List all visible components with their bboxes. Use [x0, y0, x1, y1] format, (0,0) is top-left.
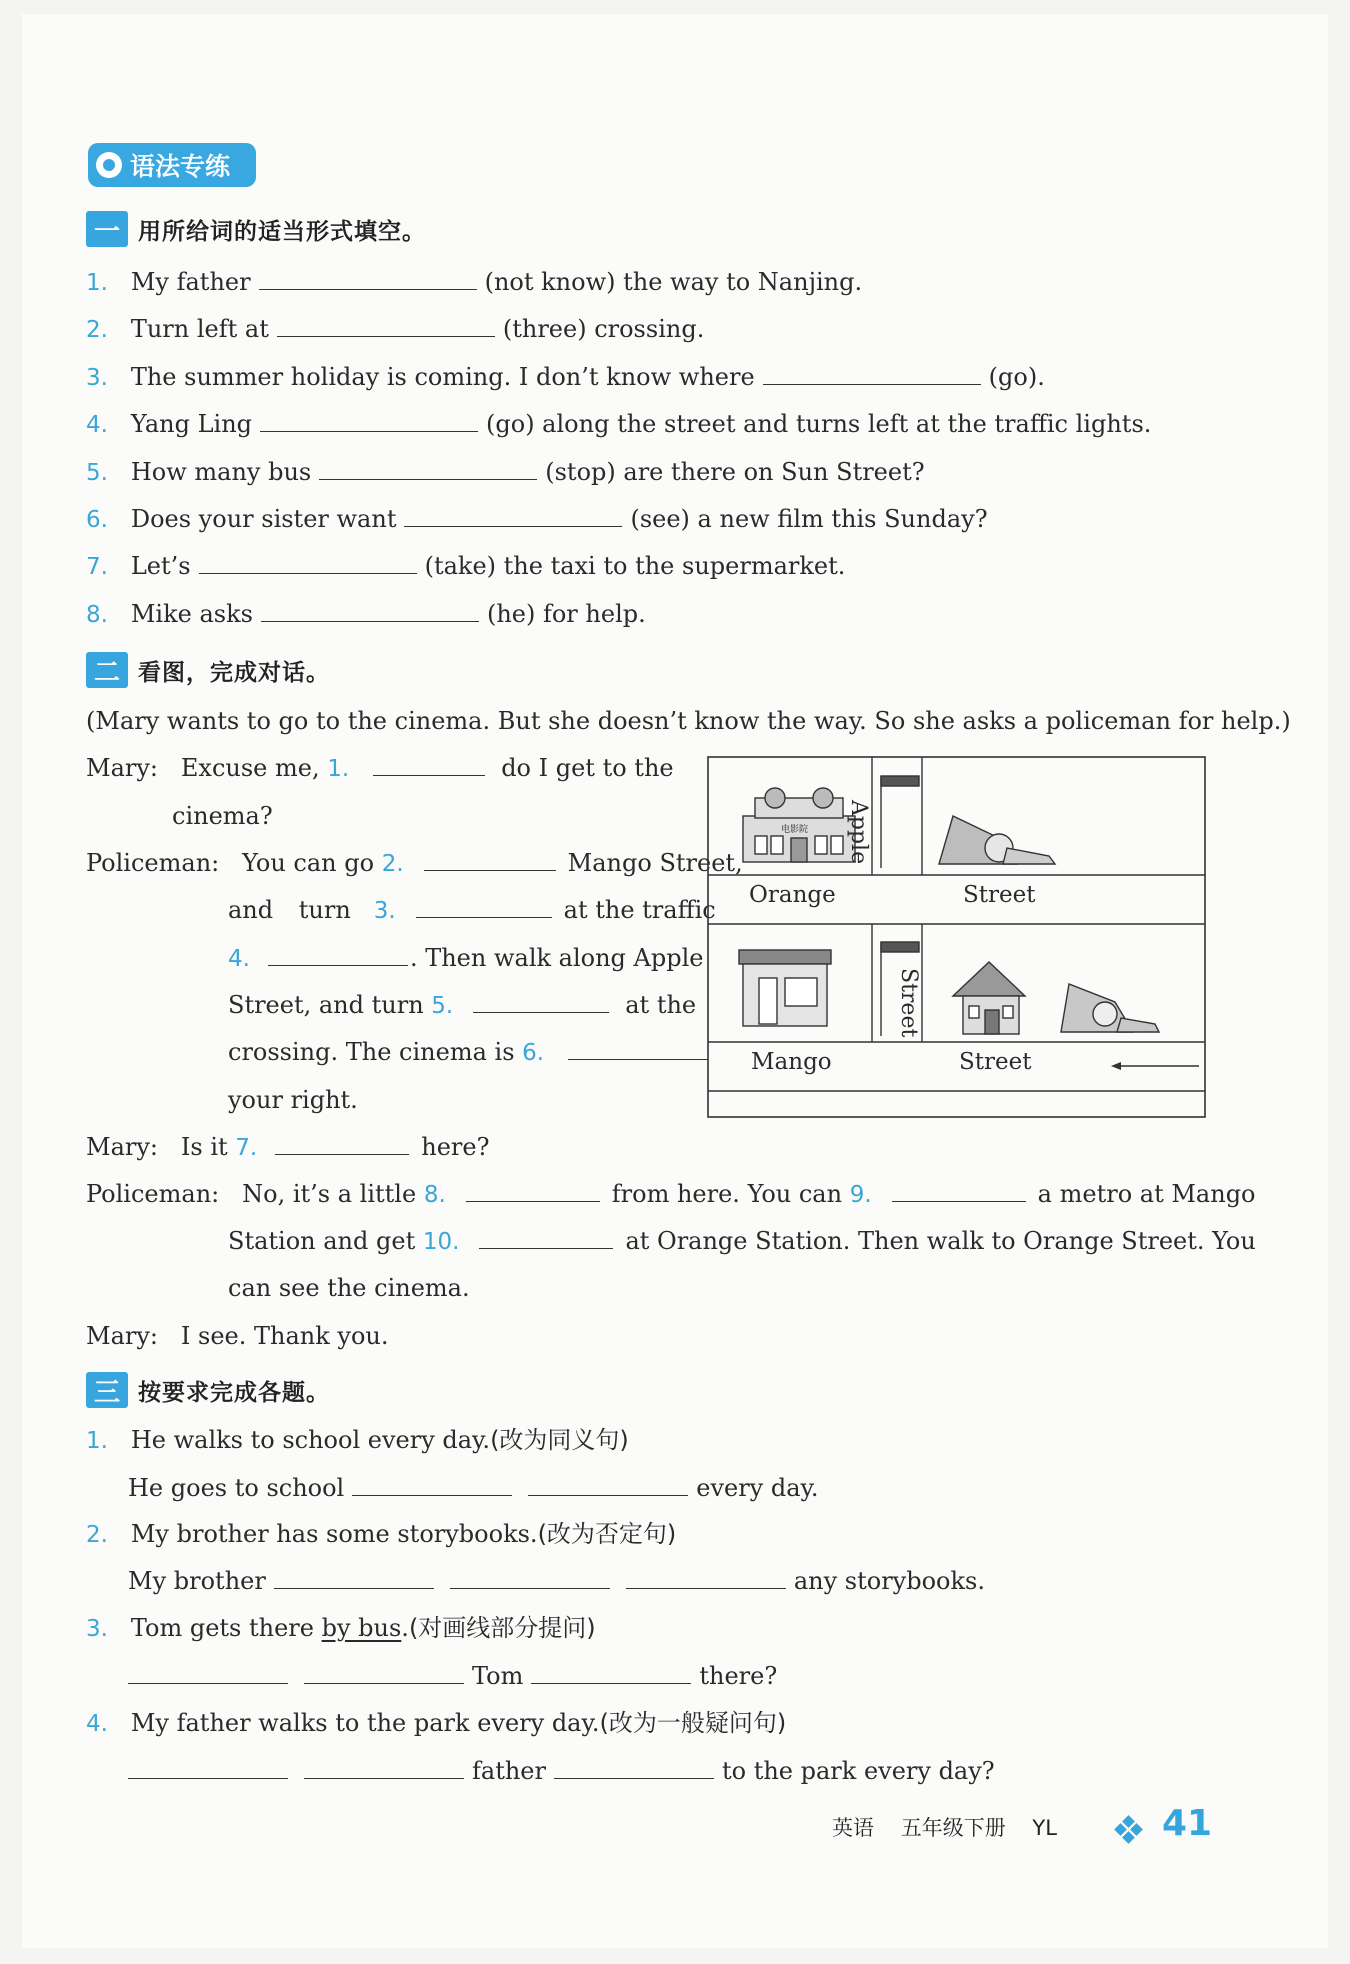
answer-prompt: father	[472, 1757, 546, 1785]
answer-blank[interactable]	[404, 504, 622, 527]
map-label-street-vertical: Street	[896, 968, 921, 1038]
dialogue-text: a metro at Mango	[1037, 1180, 1256, 1208]
answer-blank[interactable]	[373, 753, 485, 776]
item-text: My father	[130, 268, 251, 296]
requirement-text: (对画线部分提问)	[408, 1614, 596, 1642]
blank-number: 4.	[228, 946, 250, 972]
dialogue-text: Is it	[180, 1133, 228, 1161]
blank-number: 5.	[431, 993, 454, 1019]
item-number: 2.	[86, 317, 108, 343]
blank-number: 8.	[423, 1182, 446, 1208]
speaker-mary: Mary:	[86, 1133, 158, 1161]
question-text: He walks to school every day.	[130, 1426, 491, 1454]
answer-blank[interactable]	[304, 1661, 464, 1684]
underlined-phrase: by bus	[321, 1614, 402, 1642]
dialogue-text: at the traffic	[563, 896, 716, 924]
map-label-street-bottom: Street	[959, 1049, 1032, 1075]
requirement-text: (改为一般疑问句)	[599, 1709, 787, 1737]
item-number: 1.	[86, 270, 108, 296]
item-text: (not know) the way to Nanjing.	[484, 268, 863, 296]
question-text: My father walks to the park every day.	[130, 1709, 600, 1737]
answer-prompt: Tom	[472, 1662, 524, 1690]
answer-prompt: He goes to school	[128, 1474, 345, 1502]
answer-blank[interactable]	[479, 1226, 613, 1249]
answer-blank[interactable]	[261, 599, 479, 622]
item-text: (see) a new film this Sunday?	[630, 505, 988, 533]
section2-heading	[86, 652, 330, 688]
item-number: 8.	[86, 602, 108, 628]
page-footer	[832, 1812, 1057, 1842]
item-text: Let’s	[130, 552, 191, 580]
speaker-mary: Mary:	[86, 1322, 158, 1350]
blank-number: 9.	[849, 1182, 872, 1208]
dialogue-text: crossing. The cinema is	[228, 1038, 515, 1066]
dialogue-text: here?	[421, 1133, 490, 1161]
question-text: Tom gets there	[130, 1614, 314, 1642]
dialogue-text: Street, and turn	[228, 991, 424, 1019]
answer-blank[interactable]	[466, 1179, 600, 1202]
section3-title: 按要求完成各题。	[138, 1379, 330, 1406]
answer-prompt: My brother	[128, 1567, 266, 1595]
section3-marker: 三	[86, 1372, 128, 1408]
answer-blank[interactable]	[268, 943, 408, 966]
answer-prompt: to the park every day?	[721, 1757, 995, 1785]
item-text: Does your sister want	[130, 505, 397, 533]
section-badge	[88, 143, 256, 187]
dialogue-text: Mango Street,	[567, 849, 743, 877]
answer-prompt: there?	[699, 1662, 778, 1690]
item-text: (three) crossing.	[502, 315, 705, 343]
diamond-icon	[1114, 1815, 1144, 1845]
dialogue-text: Station and get	[228, 1227, 416, 1255]
answer-blank[interactable]	[128, 1756, 288, 1779]
answer-blank[interactable]	[763, 362, 981, 385]
blank-number: 2.	[381, 851, 404, 877]
answer-blank[interactable]	[450, 1566, 610, 1589]
item-number: 3.	[86, 365, 108, 391]
answer-blank[interactable]	[128, 1661, 288, 1684]
item-text: Mike asks	[130, 600, 253, 628]
dialogue-text: from here. You can	[611, 1180, 843, 1208]
dialogue-text: cinema?	[172, 802, 273, 830]
dialogue-text: No, it’s a little	[242, 1180, 417, 1208]
answer-blank[interactable]	[473, 990, 609, 1013]
dialogue-text: I see. Thank you.	[180, 1322, 389, 1350]
section3-heading	[86, 1372, 330, 1408]
map-label-orange: Orange	[749, 882, 836, 908]
dialogue-text: and turn	[228, 896, 351, 924]
item-text: How many bus	[130, 458, 312, 486]
item-text: The summer holiday is coming. I don’t know where	[130, 363, 755, 391]
answer-blank[interactable]	[199, 551, 417, 574]
item-number: 4.	[86, 412, 108, 438]
answer-blank[interactable]	[554, 1756, 714, 1779]
dialogue-text: do I get to the	[501, 754, 674, 782]
item-number: 4.	[86, 1711, 108, 1737]
answer-blank[interactable]	[528, 1473, 688, 1496]
requirement-text: (改为同义句)	[490, 1426, 629, 1454]
section1-marker: 一	[86, 211, 128, 247]
item-number: 1.	[86, 1428, 108, 1454]
item-text: (stop) are there on Sun Street?	[545, 458, 925, 486]
item-text: Turn left at	[130, 315, 269, 343]
badge-label: 语法专练	[130, 152, 231, 181]
answer-prompt: every day.	[696, 1474, 819, 1502]
item-number: 6.	[86, 507, 108, 533]
street-map	[707, 756, 1206, 1118]
answer-blank[interactable]	[304, 1756, 464, 1779]
dialogue-text: You can go	[242, 849, 375, 877]
blank-number: 1.	[327, 756, 350, 782]
answer-blank[interactable]	[892, 1179, 1026, 1202]
blank-number: 10.	[422, 1229, 460, 1255]
page-number: 41	[1162, 1803, 1213, 1844]
dialogue-text: Excuse me,	[180, 754, 320, 782]
blank-number: 3.	[373, 898, 396, 924]
blank-number: 6.	[522, 1040, 545, 1066]
item-number: 2.	[86, 1522, 108, 1548]
question-text: .	[401, 1614, 409, 1642]
answer-blank[interactable]	[275, 1132, 409, 1155]
blank-number: 7.	[235, 1135, 258, 1161]
speaker-mary: Mary:	[86, 754, 158, 782]
answer-prompt: any storybooks.	[793, 1567, 985, 1595]
map-label-mango: Mango	[751, 1049, 832, 1075]
section2-title: 看图，完成对话。	[138, 659, 330, 686]
answer-blank[interactable]	[274, 1566, 434, 1589]
item-text: (take) the taxi to the supermarket.	[424, 552, 846, 580]
section2-marker: 二	[86, 652, 128, 688]
answer-blank[interactable]	[416, 895, 552, 918]
footer-grade: 五年级下册	[900, 1816, 1006, 1840]
item-text: (go).	[988, 363, 1045, 391]
answer-blank[interactable]	[319, 457, 537, 480]
answer-blank[interactable]	[259, 267, 477, 290]
answer-blank[interactable]	[626, 1566, 786, 1589]
speaker-policeman: Policeman:	[86, 1180, 220, 1208]
footer-edition: YL	[1032, 1816, 1057, 1840]
answer-blank[interactable]	[568, 1037, 708, 1060]
map-label-apple: Apple	[846, 800, 871, 865]
section1-heading	[86, 211, 426, 247]
footer-subject: 英语	[832, 1816, 874, 1840]
item-number: 7.	[86, 554, 108, 580]
section1-title: 用所给词的适当形式填空。	[138, 218, 426, 245]
item-number: 3.	[86, 1616, 108, 1642]
answer-blank[interactable]	[352, 1473, 512, 1496]
dialogue-text: at Orange Station. Then walk to Orange Street. You	[625, 1227, 1256, 1255]
answer-blank[interactable]	[531, 1661, 691, 1684]
answer-blank[interactable]	[260, 409, 478, 432]
map-label-street-top: Street	[963, 882, 1036, 908]
question-text: My brother has some storybooks.	[130, 1520, 538, 1548]
answer-blank[interactable]	[277, 314, 495, 337]
dialogue-text: . Then walk along Apple	[409, 944, 704, 972]
answer-blank[interactable]	[424, 848, 556, 871]
dialogue-text: at the	[625, 991, 697, 1019]
dialogue-text: can see the cinema.	[228, 1274, 470, 1302]
item-text: (go) along the street and turns left at the traffic lights.	[486, 410, 1152, 438]
requirement-text: (改为否定句)	[537, 1520, 677, 1548]
dialogue-text: your right.	[228, 1086, 358, 1114]
cinema-sign: 电影院	[781, 825, 809, 835]
item-text: (he) for help.	[486, 600, 646, 628]
speech-bubble-icon	[96, 152, 122, 178]
speaker-policeman: Policeman:	[86, 849, 220, 877]
intro-text: (Mary wants to go to the cinema. But she doesn’t know the way. So she asks a policeman for help.)	[86, 707, 1291, 735]
item-number: 5.	[86, 460, 108, 486]
item-text: Yang Ling	[130, 410, 253, 438]
